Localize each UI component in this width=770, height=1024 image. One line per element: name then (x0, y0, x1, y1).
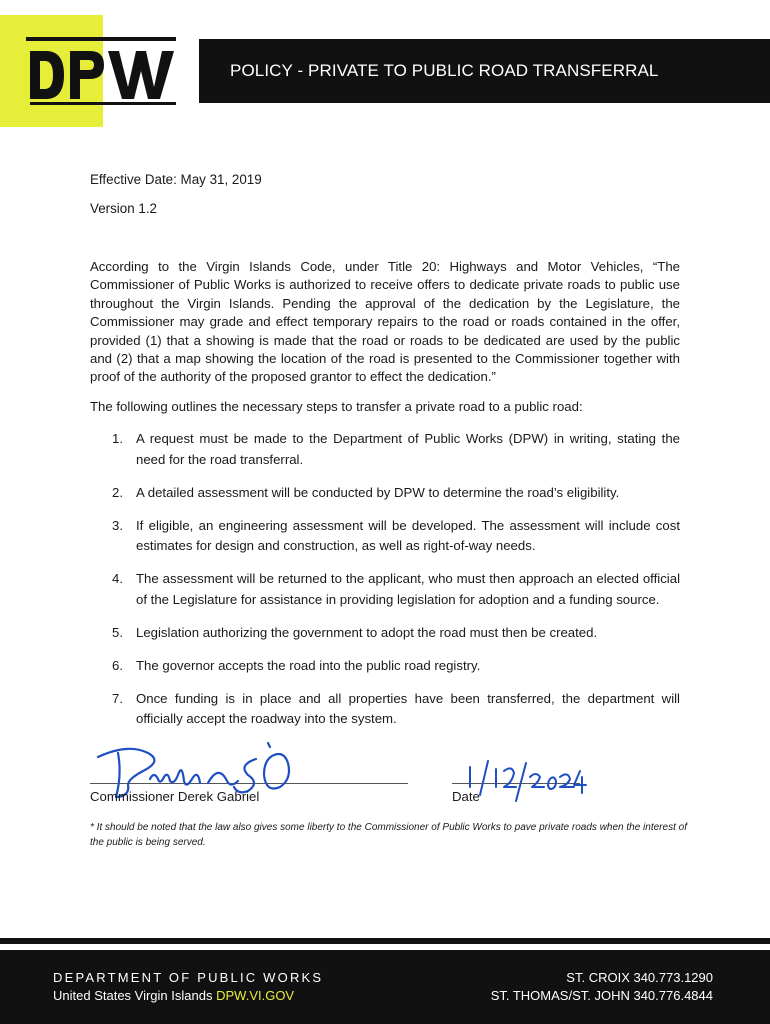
footnote: * It should be noted that the law also gives some liberty to the Commissioner of Public Works to pave private roads when the interest of the public is being served. (90, 822, 687, 848)
list-item: 2. A detailed assessment will be conducted by DPW to determine the road’s eligibility. (112, 484, 620, 500)
footer (0, 950, 770, 1024)
department-name: DEPARTMENT OF PUBLIC WORKS (53, 970, 324, 985)
phone-st-thomas: ST. THOMAS/ST. JOHN 340.776.4844 (490, 988, 713, 1003)
date-label: Date (452, 789, 480, 804)
list-item: 7. Once funding is in place and all properties have been transferred, the department will officially accept the roadway into the system. (112, 690, 680, 726)
list-item: 5. Legislation authorizing the government to adopt the road must then be created. (112, 624, 598, 640)
region-label: United States Virgin Islands (53, 988, 213, 1003)
steps-list (90, 429, 680, 742)
steps-intro: The following outlines the necessary steps to transfer a private road to a public road: (90, 399, 583, 414)
phone-st-croix: ST. CROIX 340.773.1290 (566, 970, 713, 985)
footer-divider (0, 938, 770, 944)
list-item: 3. If eligible, an engineering assessment will be developed. The assessment will include cost estimates for design and construction, as well as right-of-way needs. (112, 517, 680, 553)
intro-paragraph: According to the Virgin Islands Code, under Title 20: Highways and Motor Vehicles, “The Commissioner of Public Works is authorized to receive offers to dedicate private roads to public use throughout the Virgin Islands. Pending the approval of the dedication by the Legislature, the Commissioner may grade and effect temporary repairs to the road or roads contained in the offer, provided (1) that a showing is made that the road or roads to be dedicated are used by the public and (2) that a map showing the location of the road is presented to the Commissioner together with proof of the authority of the proposed grantor to effect the dedication.” (90, 259, 680, 385)
signer-label: Commissioner Derek Gabriel (90, 789, 260, 804)
header-bar (199, 39, 770, 103)
dpw-logo (24, 35, 182, 107)
page-title: POLICY - PRIVATE TO PUBLIC ROAD TRANSFERRAL (230, 61, 659, 80)
effective-date: Effective Date: May 31, 2019 (90, 172, 262, 187)
list-item: 4. The assessment will be returned to the applicant, who must then approach an elected official of the Legislature for assistance in providing legislation for adoption and a funding source. (112, 571, 680, 607)
version-label: Version 1.2 (90, 201, 157, 216)
region-line (53, 988, 294, 1003)
list-item: 1. A request must be made to the Department of Public Works (DPW) in writing, stating the need for the road transferral. (112, 431, 680, 467)
list-item: 6. The governor accepts the road into the public road registry. (112, 657, 481, 673)
website-link[interactable]: DPW.VI.GOV (216, 988, 295, 1003)
